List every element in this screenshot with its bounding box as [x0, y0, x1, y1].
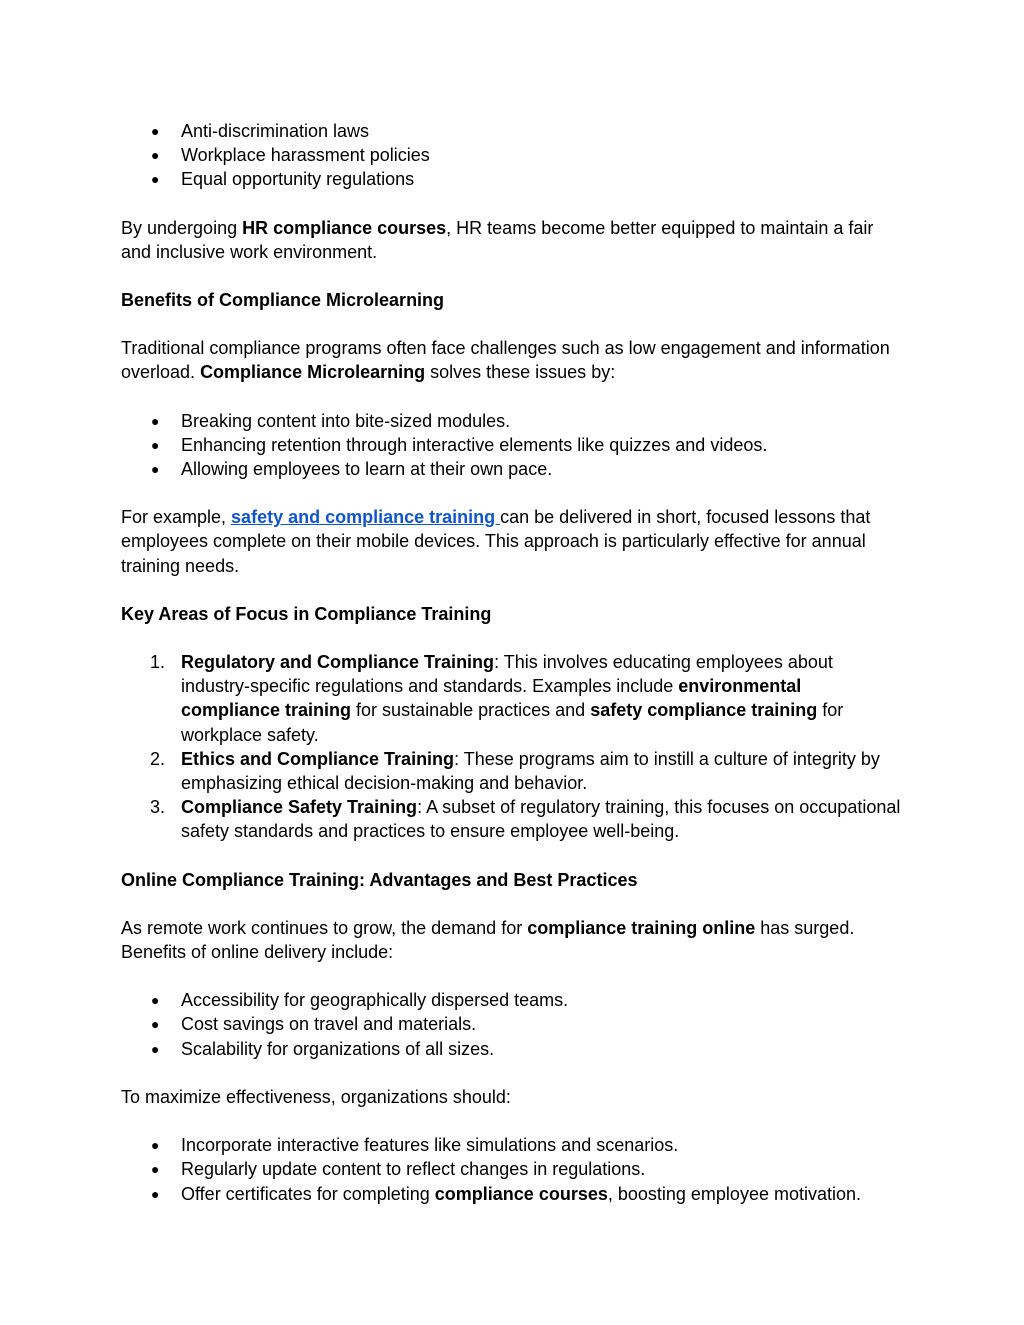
benefits-list [121, 409, 901, 482]
bullet-icon: ● [151, 1137, 160, 1154]
bullet-icon: ● [151, 123, 160, 139]
online-benefits-list [121, 988, 901, 1061]
list-number: 2. [150, 748, 166, 769]
section-heading-online-training: Online Compliance Training: Advantages and Best Practices [121, 869, 638, 890]
safety-compliance-training-link[interactable]: safety and compliance training [231, 507, 501, 528]
list-item: ● Breaking content into bite-sized modules. [121, 409, 901, 433]
bullet-icon: ● [151, 436, 160, 453]
section-heading-key-areas: Key Areas of Focus in Compliance Training [121, 603, 492, 624]
paragraph-example: For example, safety and compliance training can be delivered in short, focused lessons that employees complete on their mobile devices. This approach is particularly effective for annual training needs. [121, 507, 871, 576]
bullet-icon: ● [151, 461, 160, 478]
list-item: ● Accessibility for geographically dispersed teams. [121, 988, 901, 1012]
list-item: ● Regularly update content to reflect changes in regulations. [121, 1157, 901, 1181]
list-item: ● Offer certificates for completing compliance courses, boosting employee motivation. [121, 1182, 901, 1206]
bullet-icon: ● [151, 412, 160, 429]
bullet-icon: ● [151, 1016, 160, 1033]
paragraph-traditional-programs: Traditional compliance programs often face challenges such as low engagement and information overload. Compliance Microlearning solves these issues by: [121, 338, 890, 383]
list-item: 1. Regulatory and Compliance Training: This involves educating employees about industry-specific regulations and standards. Examples include environmental compliance training for sustainable practices and safety compliance training for workplace safety. [150, 652, 844, 745]
list-item: ● Workplace harassment policies [121, 143, 901, 167]
bullet-icon: ● [151, 1185, 160, 1202]
list-item: ● Anti-discrimination laws [121, 119, 901, 143]
bullet-icon: ● [151, 1040, 160, 1057]
list-item: ● Allowing employees to learn at their own pace. [121, 457, 901, 481]
list-item: ● Equal opportunity regulations [121, 167, 901, 191]
key-areas-list [121, 650, 901, 844]
section-heading-benefits: Benefits of Compliance Microlearning [121, 290, 445, 311]
paragraph-hr-courses: By undergoing HR compliance courses, HR teams become better equipped to maintain a fair and inclusive work environment. [121, 217, 874, 262]
bullet-icon: ● [151, 1161, 160, 1178]
list-item: ● Incorporate interactive features like simulations and scenarios. [121, 1133, 901, 1157]
law-list [121, 119, 901, 192]
list-item: ● Scalability for organizations of all sizes. [121, 1037, 901, 1061]
paragraph-maximize: To maximize effectiveness, organizations should: [121, 1086, 511, 1107]
list-number: 3. [150, 797, 166, 818]
list-item: 2. Ethics and Compliance Training: These programs aim to instill a culture of integrity by emphasizing ethical decision-making and behavior. [150, 748, 880, 794]
document-page [121, 119, 901, 1230]
list-number: 1. [150, 652, 166, 673]
paragraph-remote-work: As remote work continues to grow, the demand for compliance training online has surged. Benefits of online delivery include: [121, 917, 855, 963]
list-item: ● Cost savings on travel and materials. [121, 1012, 901, 1036]
bullet-icon: ● [151, 147, 160, 164]
list-item: 3. Compliance Safety Training: A subset of regulatory training, this focuses on occupational safety standards and practices to ensure employee well-being. [150, 797, 901, 842]
bullet-icon: ● [151, 992, 160, 1009]
best-practices-list [121, 1133, 901, 1206]
list-item: ● Enhancing retention through interactive elements like quizzes and videos. [121, 433, 901, 457]
bullet-icon: ● [151, 171, 160, 188]
